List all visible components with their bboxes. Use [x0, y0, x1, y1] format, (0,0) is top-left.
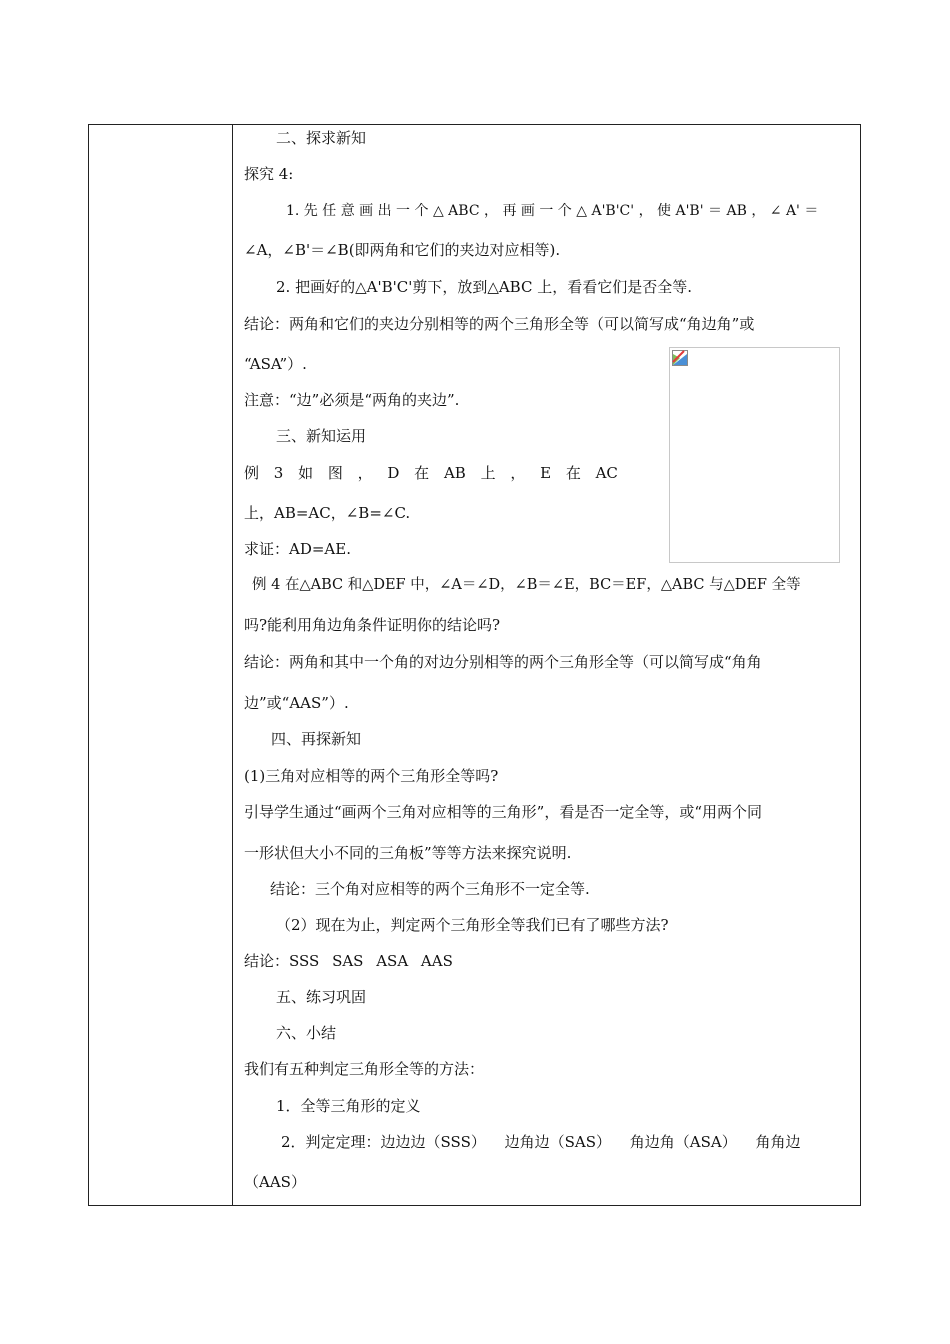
summary-item-2-line-2: （AAS）	[244, 1173, 306, 1191]
section-heading-6: 六、小结	[276, 1024, 337, 1042]
example-4-line-2: 吗?能利用角边角条件证明你的结论吗?	[244, 616, 501, 634]
section-heading-3: 三、新知运用	[276, 427, 367, 445]
summary-item-2-line-1: 2．判定定理：边边边（SSS） 边角边（SAS） 角边角（ASA） 角角边	[281, 1133, 801, 1151]
step-2: 2. 把画好的△A'B'C'剪下，放到△ABC 上，看看它们是否全等.	[276, 278, 693, 296]
section-heading-5: 五、练习巩固	[276, 988, 367, 1006]
step-1-line-2: ∠A，∠B'＝∠B(即两角和它们的夹边对应相等).	[244, 241, 561, 259]
guidance-line-2: 一形状但大小不同的三角板”等等方法来探究说明.	[244, 844, 572, 862]
section-heading-4: 四、再探新知	[271, 730, 362, 748]
example-3-line-1: 例 3 如 图 ， D 在 AB 上 ， E 在 AC	[244, 464, 618, 482]
guidance-line-1: 引导学生通过“画两个三角对应相等的三角形”，看是否一定全等，或“用两个同	[244, 803, 763, 821]
example-3-figure	[669, 347, 840, 563]
summary-item-1: 1．全等三角形的定义	[276, 1097, 421, 1115]
left-cell	[89, 125, 233, 1205]
conclusion-aas-line-2: 边”或“AAS”）.	[244, 694, 349, 712]
conclusion-asa-line-1: 结论：两角和它们的夹边分别相等的两个三角形全等（可以简写成“角边角”或	[244, 315, 755, 333]
conclusion-methods: 结论：SSS SAS ASA AAS	[244, 952, 453, 970]
explore-label: 探究 4:	[244, 165, 294, 183]
conclusion-aaa: 结论：三个角对应相等的两个三角形不一定全等.	[270, 880, 590, 898]
section-heading-2: 二、探求新知	[276, 129, 367, 147]
broken-image-icon	[672, 350, 688, 366]
step-1-line-1: 1. 先 任 意 画 出 一 个 △ ABC ， 再 画 一 个 △ A'B'C' ， 使 A'B' ＝ AB ， ∠ A' ＝	[286, 203, 819, 219]
note: 注意：“边”必须是“两角的夹边”.	[244, 391, 460, 409]
example-3-prove: 求证：AD=AE.	[244, 540, 351, 558]
example-4-line-1: 例 4 在△ABC 和△DEF 中，∠A＝∠D，∠B＝∠E，BC＝EF，△ABC 与△DEF 全等	[252, 577, 801, 593]
question-1: (1)三角对应相等的两个三角形全等吗?	[244, 767, 499, 785]
lesson-table	[88, 124, 861, 1206]
example-3-line-2: 上，AB=AC，∠B=∠C.	[244, 504, 411, 522]
summary-intro: 我们有五种判定三角形全等的方法：	[244, 1060, 485, 1078]
conclusion-aas-line-1: 结论：两角和其中一个角的对边分别相等的两个三角形全等（可以简写成“角角	[244, 653, 762, 671]
conclusion-asa-line-2: “ASA”）.	[244, 355, 307, 373]
question-2: （2）现在为止，判定两个三角形全等我们已有了哪些方法?	[276, 916, 669, 934]
